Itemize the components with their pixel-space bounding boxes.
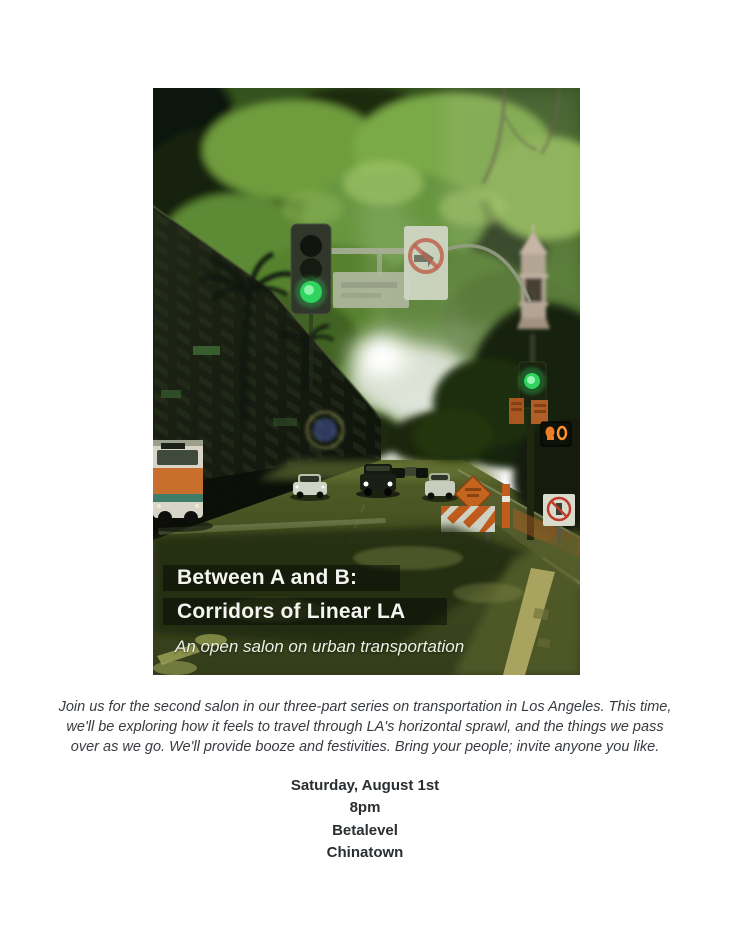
event-venue: Betalevel (332, 821, 398, 839)
invitation-line-3: over as we go. We'll provide booze and festivities. Bring your people; invite anyone you like. (70, 739, 660, 755)
event-details (0, 775, 730, 865)
poster-title-line2 (163, 598, 447, 625)
invitation-paragraph (0, 697, 730, 757)
event-location: Chinatown (326, 844, 404, 862)
invitation-line-2: we'll be exploring how it feels to travel through LA's horizontal sprawl, and the things we pass (66, 719, 664, 735)
invitation-line-1: Join us for the second salon in our three-part series on transportation in Los Angeles. This time, (58, 699, 672, 715)
poster-title-line2-text: Corridors of Linear LA (177, 600, 406, 623)
event-poster-image (153, 88, 580, 675)
poster-title-line1 (163, 565, 400, 591)
event-date: Saturday, August 1st (290, 777, 440, 794)
event-time: 8pm (349, 799, 381, 817)
poster-title-line1-text: Between A and B: (177, 566, 358, 589)
no-left-turn-sign (404, 226, 448, 300)
pedestrian-signal (541, 422, 571, 446)
street-name-sign (333, 272, 409, 308)
poster-subtitle: An open salon on urban transportation (175, 637, 465, 656)
